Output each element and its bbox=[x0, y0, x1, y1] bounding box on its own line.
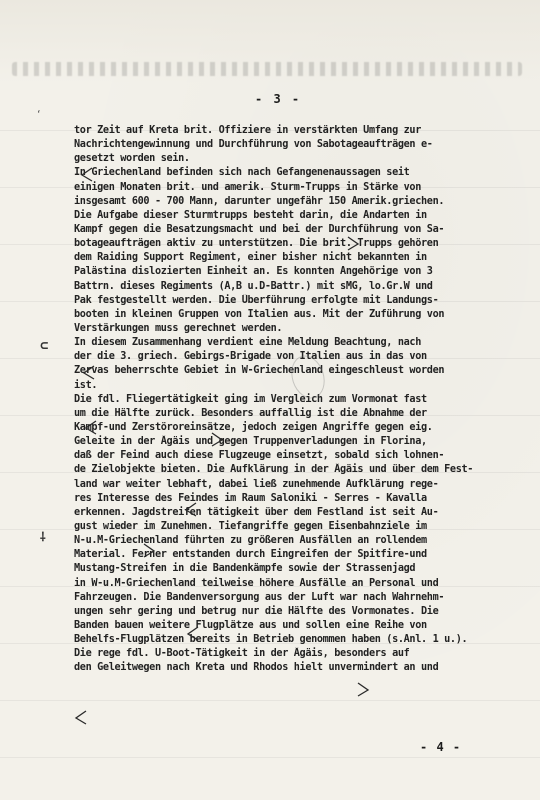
text-line: gust wieder im Zunehmen. Tiefangriffe gegen Eisenbahnziele im bbox=[74, 520, 427, 532]
text-line: Battrn. dieses Regiments (A,B u.D-Battr.) mit sMG, lo.Gr.W und bbox=[74, 280, 433, 292]
text-line: in W-u.M-Griechenland teilweise höhere Ausfälle an Personal und bbox=[74, 577, 439, 589]
scan-artifact bbox=[0, 358, 540, 359]
text-line: Material. Ferner entstanden durch Eingreifen der Spitfire-und bbox=[74, 549, 427, 561]
text-line: Die rege fdl. U-Boot-Tätigkeit in der Ägäis, besonders auf bbox=[74, 648, 410, 660]
text-line: botageaufträgen aktiv zu unterstützen. Die brit. Trupps gehören bbox=[74, 238, 439, 250]
text-line: Die fdl. Fliegertätigkeit ging im Vergleich zum Vormonat fast bbox=[74, 393, 427, 405]
pen-bracket-mark-10 bbox=[74, 710, 88, 726]
text-line: der die 3. griech. Gebirgs-Brigade von Italien aus in das von bbox=[74, 351, 427, 363]
text-line: land war weiter lebhaft, dabei ließ zunehmende Aufklärung rege- bbox=[74, 478, 439, 490]
text-line: Zervas beherrschte Gebiet in W-Griechenland eingeschleust worden bbox=[74, 365, 445, 377]
text-line: Nachrichtengewinnung und Durchführung von Sabotageaufträgen e- bbox=[74, 139, 433, 151]
scan-artifact bbox=[0, 643, 540, 644]
scan-artifact bbox=[0, 529, 540, 530]
pen-bracket-mark-6 bbox=[184, 502, 198, 518]
pen-bracket-mark-4 bbox=[84, 420, 98, 436]
scan-artifact bbox=[0, 244, 540, 245]
text-line: um die Hälfte zurück. Besonders auffallig ist die Abnahme der bbox=[74, 407, 427, 419]
text-line: einigen Monaten brit. und amerik. Sturm-Trupps in Stärke von bbox=[74, 181, 422, 193]
pen-bracket-mark-8 bbox=[186, 626, 200, 642]
pen-bracket-mark-7 bbox=[142, 543, 156, 559]
text-line: N-u.M-Griechenland führten zu größeren Ausfällen an rollendem bbox=[74, 535, 427, 547]
text-line: ungen sehr gering und betrug nur die Hälfte des Vormonates. Die bbox=[74, 605, 439, 617]
pen-bracket-mark-5 bbox=[210, 432, 224, 448]
text-line: Palästina dislozierten Einheit an. Es konnten Angehörige von 3 bbox=[74, 266, 433, 278]
text-line: res Interesse des Feindes im Raum Saloniki - Serres - Kavalla bbox=[74, 492, 427, 504]
carbon-smudge bbox=[12, 62, 522, 76]
pen-bracket-mark-9 bbox=[356, 682, 370, 698]
text-line: erkennen. Jagdstreifen tätigkeit über dem Festland ist seit Au- bbox=[74, 506, 439, 518]
text-line: tor Zeit auf Kreta brit. Offiziere in verstärkten Umfang zur bbox=[74, 125, 422, 136]
scan-artifact bbox=[0, 586, 540, 587]
text-line: Fahrzeugen. Die Bandenversorgung aus der Luft war nach Wahrnehm- bbox=[74, 591, 445, 603]
text-line: Verstärkungen muss gerechnet werden. bbox=[74, 322, 283, 334]
text-line: Die Aufgabe dieser Sturmtrupps besteht darin, die Andarten in bbox=[74, 209, 427, 221]
scan-artifact bbox=[0, 187, 540, 188]
pen-bracket-mark-1 bbox=[80, 167, 94, 183]
text-line: Geleite in der Ägäis und gegen Truppenverladungen in Florina, bbox=[74, 436, 427, 448]
scan-artifact bbox=[0, 301, 540, 302]
text-line: Mustang-Streifen in die Bandenkämpfe sowie der Strassenjagd bbox=[74, 563, 416, 575]
page-number-bottom: - 4 - bbox=[420, 740, 462, 754]
margin-tick-mark: ⸸ bbox=[40, 530, 46, 544]
text-line: gesetzt worden sein. bbox=[74, 153, 190, 165]
text-line: booten in kleinen Gruppen von Italien aus. Mit der Zuführung von bbox=[74, 308, 445, 320]
scan-artifact bbox=[0, 700, 540, 701]
text-line: Kampf gegen die Besatzungsmacht und bei der Durchführung von Sa- bbox=[74, 223, 445, 235]
text-line: daß der Feind auch diese Flugzeuge einsetzt, sobald sich lohnen- bbox=[74, 450, 445, 462]
text-line: insgesamt 600 - 700 Mann, darunter ungefähr 150 Amerik.griechen. bbox=[74, 195, 445, 207]
text-line: Kampf-und Zerstöroreinsätze, jedoch zeigen Angriffe gegen eig. bbox=[74, 421, 433, 433]
margin-c-mark: ⊂ bbox=[40, 338, 49, 354]
text-line: dem Raiding Support Regiment, einer bisher nicht bekannten in bbox=[74, 252, 427, 264]
text-line: Behelfs-Flugplätzen bereits in Betrieb genommen haben (s.Anl. 1 u.). bbox=[74, 634, 468, 646]
text-line: Banden bauen weitere Flugplätze aus und sollen eine Reihe von bbox=[74, 619, 427, 631]
pen-bracket-mark-3 bbox=[82, 365, 96, 381]
text-line: de Zielobjekte bieten. Die Aufklärung in der Ägäis und über dem Fest- bbox=[74, 464, 474, 476]
text-line: In Griechenland befinden sich nach Gefangenenaussagen seit bbox=[74, 167, 410, 179]
typewritten-body bbox=[74, 124, 514, 675]
page-number-top: - 3 - bbox=[255, 92, 302, 106]
scan-artifact bbox=[0, 757, 540, 758]
scan-artifact bbox=[0, 415, 540, 416]
margin-tick: ‘ bbox=[36, 110, 42, 120]
text-line: ist. bbox=[74, 379, 98, 391]
text-line: Pak festgestellt werden. Die Überführung erfolgte mit Landungs- bbox=[74, 294, 439, 306]
scan-artifact bbox=[0, 130, 540, 131]
text-line: In diesem Zusammenhang verdient eine Meldung Beachtung, nach bbox=[74, 337, 422, 349]
text-line: den Geleitwegen nach Kreta und Rhodos hielt unvermindert an und bbox=[74, 662, 439, 674]
scan-artifact bbox=[0, 472, 540, 473]
